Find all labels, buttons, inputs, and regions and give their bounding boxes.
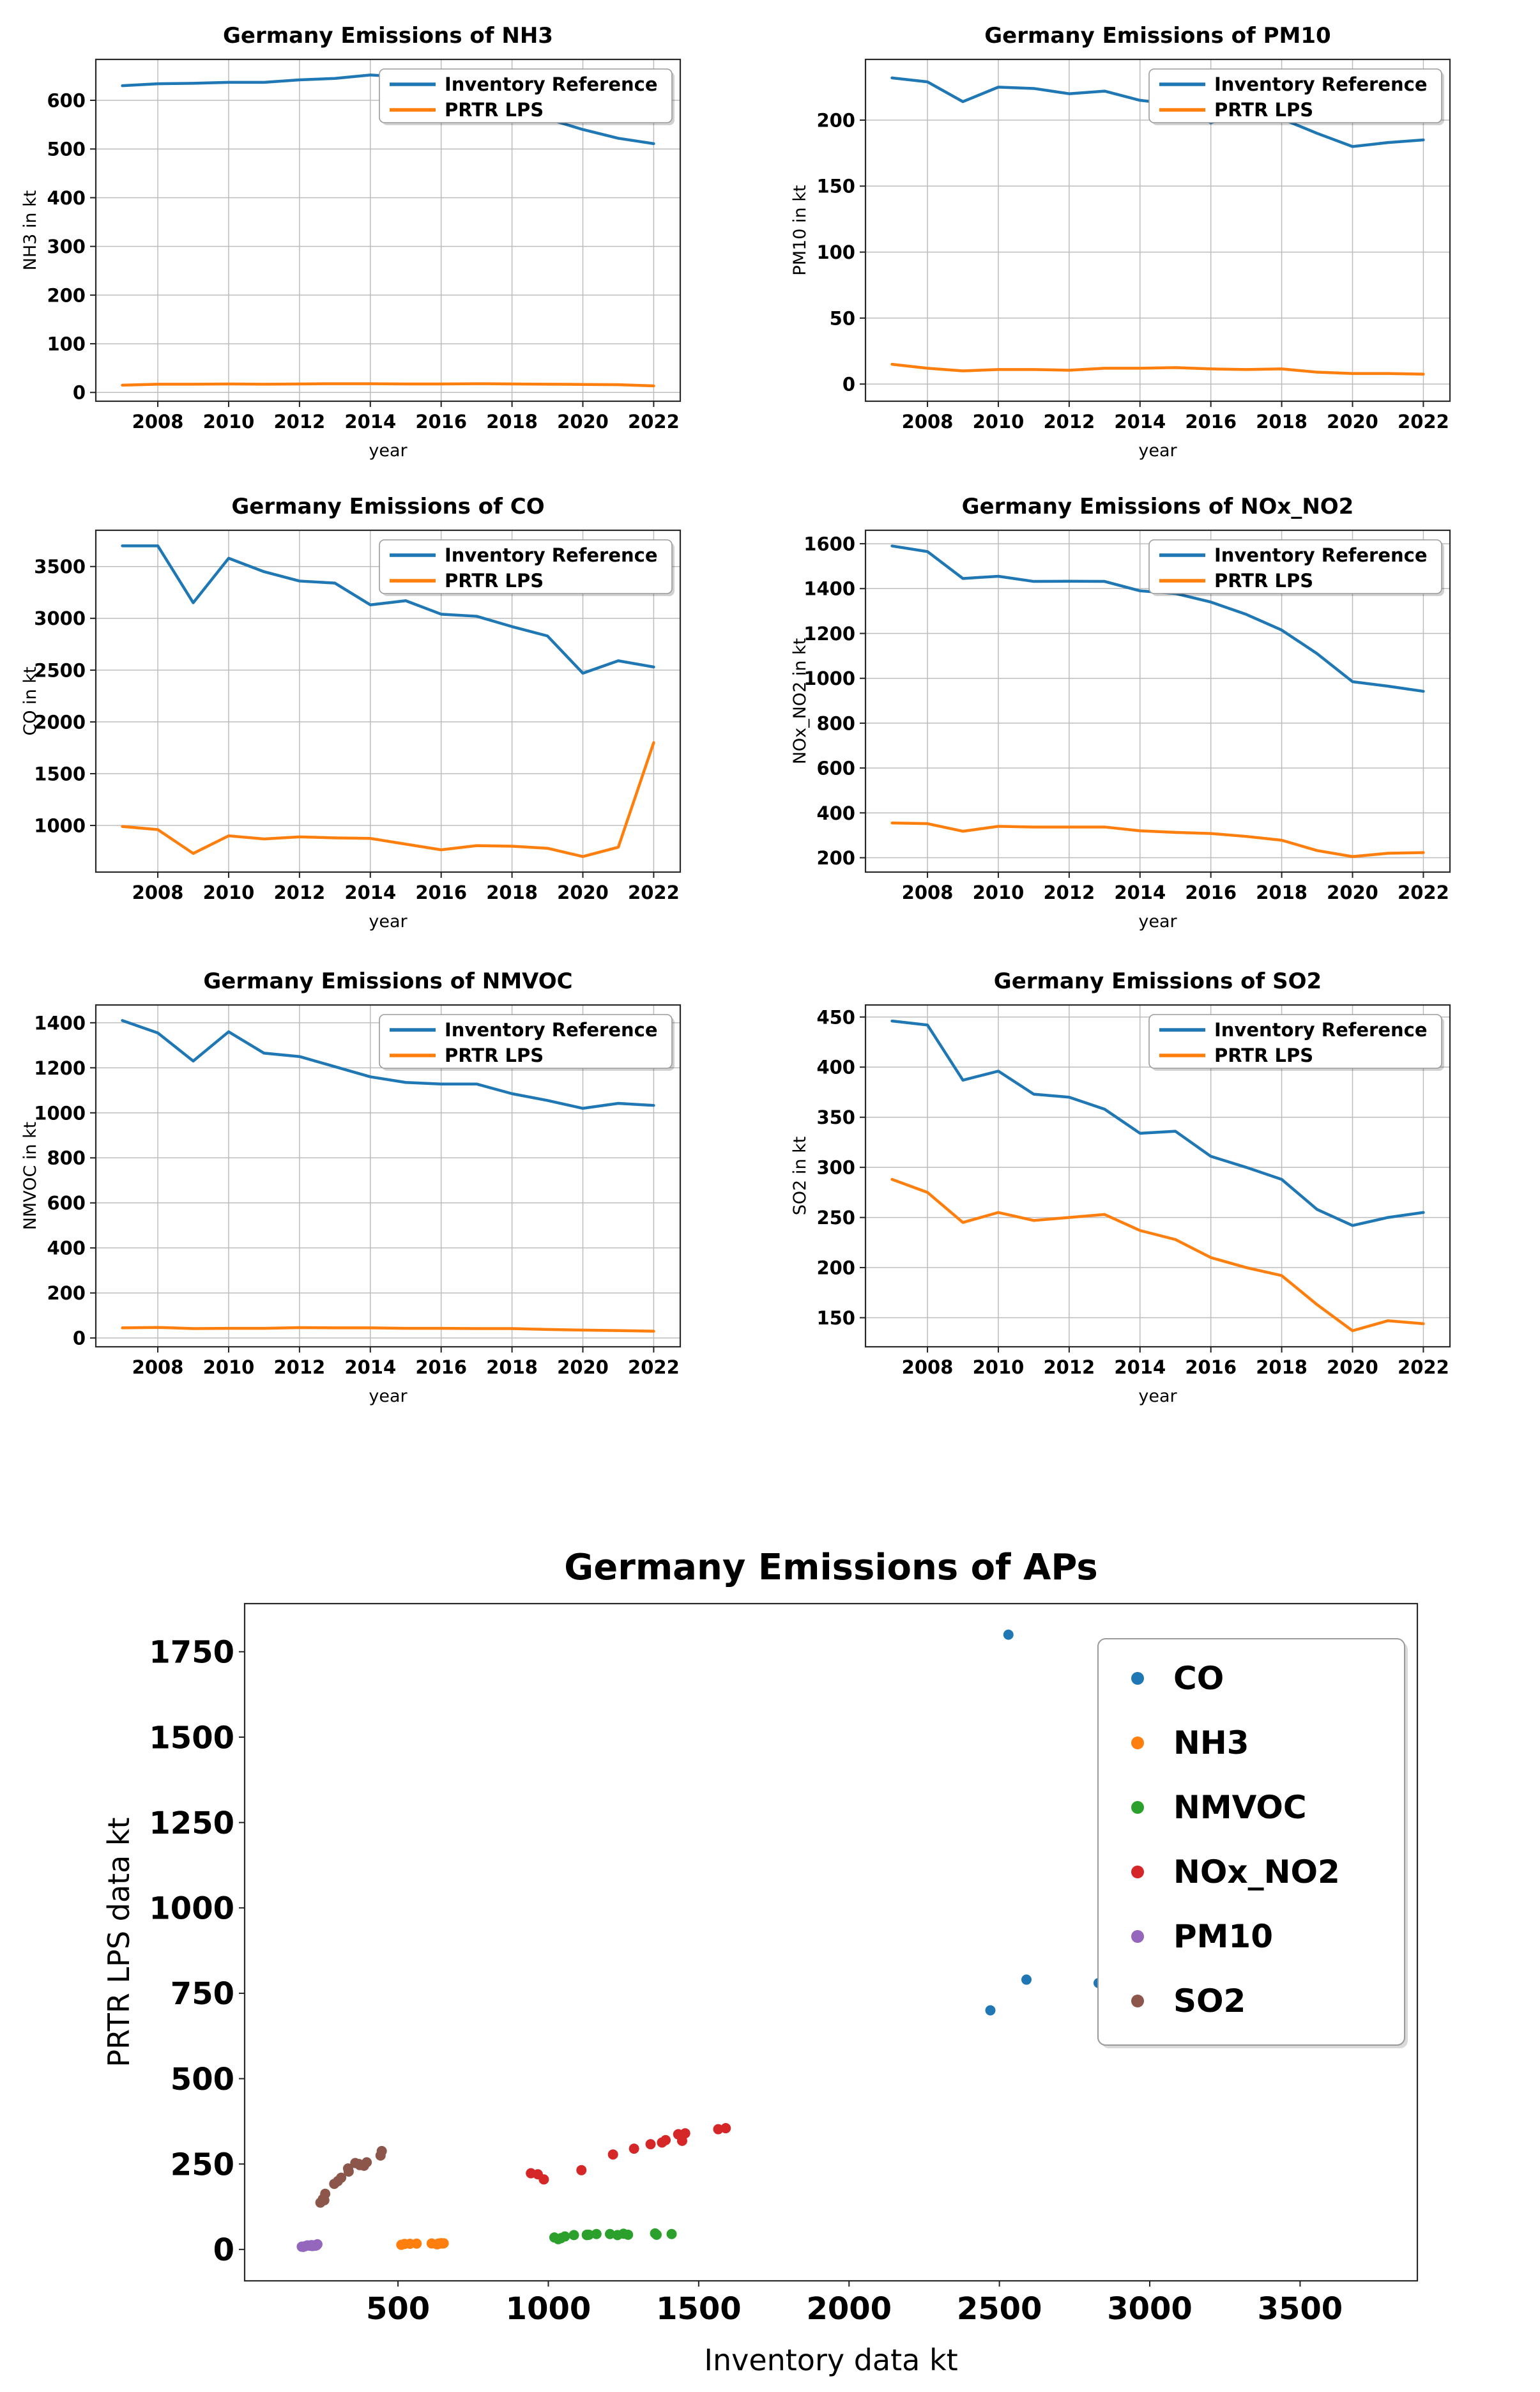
scatter-point-NMVOC <box>666 2229 676 2239</box>
legend-label-prtr-lps: PRTR LPS <box>445 99 544 121</box>
x-tick-label: 2008 <box>132 882 184 903</box>
x-tick-label: 2000 <box>806 2291 892 2327</box>
y-tick-label: 400 <box>816 1056 855 1078</box>
co-svg <box>13 476 760 942</box>
x-tick-label: 2022 <box>628 411 680 433</box>
legend-label-inventory-reference: Inventory Reference <box>445 1019 658 1041</box>
series-line-prtr-lps <box>123 742 654 856</box>
y-tick-label: 3500 <box>34 556 86 578</box>
y-tick-label: 300 <box>816 1156 855 1179</box>
x-tick-label: 2020 <box>1327 882 1378 903</box>
scatter-point-SO2 <box>376 2150 386 2161</box>
legend-marker-NOx_NO2 <box>1131 1866 1144 1878</box>
x-tick-label: 2020 <box>557 411 609 433</box>
y-tick-label: 600 <box>816 757 855 779</box>
legend <box>1149 1015 1444 1071</box>
scatter-series-NOx_NO2 <box>526 2123 731 2184</box>
x-tick-label: 2008 <box>901 411 954 433</box>
nmvoc-svg <box>13 951 760 1417</box>
x-tick-label: 2012 <box>273 1356 326 1378</box>
x-axis-label: year <box>1138 1386 1177 1406</box>
y-tick-label: 600 <box>47 89 86 112</box>
scatter-series-SO2 <box>316 2146 387 2208</box>
legend <box>379 69 675 125</box>
x-tick-label: 2022 <box>1398 411 1449 433</box>
y-tick-label: 0 <box>72 381 86 404</box>
chart-title: Germany Emissions of SO2 <box>993 969 1322 994</box>
legend-label-PM10: PM10 <box>1173 1918 1273 1955</box>
chart-title: Germany Emissions of CO <box>231 494 545 519</box>
x-tick-label: 2008 <box>901 882 954 903</box>
x-tick-label: 2014 <box>344 411 397 433</box>
x-tick-label: 2012 <box>273 882 326 903</box>
chart-title: Germany Emissions of APs <box>564 1547 1098 1588</box>
scatter-point-NH3 <box>396 2240 406 2250</box>
nox-no2-emissions-chart <box>782 476 1530 942</box>
series-line-prtr-lps <box>892 823 1424 857</box>
scatter-point-NOx_NO2 <box>646 2139 656 2149</box>
legend-marker-NH3 <box>1131 1736 1144 1749</box>
scatter-series-PM10 <box>296 2239 322 2252</box>
x-tick-label: 2008 <box>132 1356 184 1378</box>
legend-label-NMVOC: NMVOC <box>1173 1789 1307 1826</box>
chart-title: Germany Emissions of NH3 <box>223 23 553 49</box>
x-tick-label: 2022 <box>628 882 680 903</box>
y-axis-label: CO in kt <box>20 666 40 736</box>
y-tick-label: 150 <box>816 1307 855 1329</box>
scatter-point-CO <box>986 2005 996 2016</box>
scatter-point-CO <box>1021 1975 1032 1985</box>
x-tick-label: 2018 <box>1256 882 1307 903</box>
legend <box>379 1015 675 1071</box>
x-tick-label: 1500 <box>656 2291 742 2327</box>
legend-label-CO: CO <box>1173 1660 1224 1697</box>
y-tick-label: 750 <box>170 1976 234 2012</box>
legend-label-prtr-lps: PRTR LPS <box>1214 570 1314 592</box>
legend-box <box>1098 1639 1405 2045</box>
legend-label-prtr-lps: PRTR LPS <box>445 1045 544 1066</box>
y-tick-label: 400 <box>816 802 855 824</box>
x-tick-label: 2016 <box>1185 411 1237 433</box>
x-tick-label: 2016 <box>415 1356 468 1378</box>
scatter-point-NOx_NO2 <box>673 2129 683 2140</box>
x-tick-label: 3500 <box>1257 2291 1343 2327</box>
y-tick-label: 1000 <box>34 1102 86 1124</box>
y-tick-label: 450 <box>816 1006 855 1029</box>
legend-label-inventory-reference: Inventory Reference <box>1214 73 1428 95</box>
x-tick-label: 2016 <box>415 882 468 903</box>
scatter-series-NMVOC <box>549 2228 677 2244</box>
scatter-point-SO2 <box>329 2179 339 2189</box>
x-tick-label: 2016 <box>415 411 468 433</box>
y-tick-label: 100 <box>47 333 86 355</box>
x-tick-label: 2012 <box>1043 411 1095 433</box>
series-line-prtr-lps <box>123 384 654 386</box>
legend-label-prtr-lps: PRTR LPS <box>445 570 544 592</box>
scatter-point-NMVOC <box>553 2234 563 2244</box>
x-tick-label: 2010 <box>202 1356 255 1378</box>
nh3-emissions-chart <box>13 5 760 471</box>
x-tick-label: 2020 <box>1327 411 1378 433</box>
x-tick-label: 2014 <box>344 882 397 903</box>
pm10-svg <box>782 5 1530 471</box>
y-tick-label: 800 <box>816 712 855 735</box>
legend-label-prtr-lps: PRTR LPS <box>1214 1045 1314 1066</box>
x-tick-label: 2012 <box>1043 1356 1095 1378</box>
x-axis-label: year <box>369 912 408 931</box>
y-tick-label: 500 <box>170 2061 234 2097</box>
y-tick-label: 250 <box>170 2147 234 2183</box>
legend-marker-NMVOC <box>1131 1801 1144 1814</box>
y-axis-label: NMVOC in kt <box>20 1121 40 1230</box>
chart-title: Germany Emissions of NMVOC <box>203 969 573 994</box>
x-tick-label: 2010 <box>972 1356 1025 1378</box>
scatter-point-NOx_NO2 <box>526 2168 536 2179</box>
legend-label-prtr-lps: PRTR LPS <box>1214 99 1314 121</box>
chart-title: Germany Emissions of PM10 <box>984 23 1331 49</box>
scatter-point-CO <box>1003 1630 1014 1640</box>
x-tick-label: 2012 <box>1043 882 1095 903</box>
y-tick-label: 1000 <box>804 668 855 690</box>
x-tick-label: 2022 <box>1398 1356 1449 1378</box>
scatter-point-SO2 <box>319 2195 330 2205</box>
y-axis-label: PM10 in kt <box>790 185 810 276</box>
aps-svg <box>96 1533 1437 2392</box>
y-tick-label: 0 <box>72 1327 86 1349</box>
x-tick-label: 2020 <box>1327 1356 1378 1378</box>
x-tick-label: 3000 <box>1107 2291 1193 2327</box>
legend-label-SO2: SO2 <box>1173 1982 1246 2020</box>
legend-label-inventory-reference: Inventory Reference <box>1214 544 1428 566</box>
y-tick-label: 500 <box>47 138 86 160</box>
scatter-series-NH3 <box>396 2238 448 2250</box>
x-tick-label: 2014 <box>1114 1356 1166 1378</box>
x-tick-label: 2010 <box>972 411 1025 433</box>
scatter-point-NMVOC <box>582 2230 592 2240</box>
nmvoc-emissions-chart <box>13 951 760 1417</box>
x-tick-label: 2008 <box>132 411 184 433</box>
y-tick-label: 200 <box>816 1257 855 1279</box>
x-tick-label: 2010 <box>972 882 1025 903</box>
legend-label-inventory-reference: Inventory Reference <box>445 544 658 566</box>
y-tick-label: 1750 <box>149 1634 234 1671</box>
scatter-point-NMVOC <box>605 2229 615 2239</box>
y-tick-label: 400 <box>47 1237 86 1259</box>
x-tick-label: 2012 <box>273 411 326 433</box>
scatter-point-NOx_NO2 <box>608 2149 618 2159</box>
scatter-point-NMVOC <box>618 2228 629 2239</box>
scatter-point-NOx_NO2 <box>657 2138 667 2148</box>
scatter-point-NOx_NO2 <box>629 2143 639 2154</box>
x-axis-label: year <box>1138 912 1177 931</box>
x-tick-label: 2022 <box>628 1356 680 1378</box>
nh3-svg <box>13 5 760 471</box>
y-tick-label: 200 <box>47 1282 86 1305</box>
y-tick-label: 400 <box>47 187 86 209</box>
legend-label-inventory-reference: Inventory Reference <box>445 73 658 95</box>
y-tick-label: 1500 <box>34 763 86 785</box>
y-tick-label: 1500 <box>149 1720 234 1756</box>
y-tick-label: 2000 <box>34 711 86 733</box>
legend-label-NOx_NO2: NOx_NO2 <box>1173 1853 1340 1890</box>
y-axis-label: SO2 in kt <box>790 1136 810 1216</box>
x-tick-label: 2020 <box>557 882 609 903</box>
pm10-emissions-chart <box>782 5 1530 471</box>
y-tick-label: 200 <box>816 109 855 132</box>
x-tick-label: 2018 <box>1256 1356 1307 1378</box>
co-emissions-chart <box>13 476 760 942</box>
series-line-prtr-lps <box>892 1179 1424 1331</box>
x-tick-label: 2014 <box>1114 882 1166 903</box>
x-axis-label: year <box>369 1386 408 1406</box>
aps-scatter-chart <box>96 1533 1437 2392</box>
y-tick-label: 250 <box>816 1207 855 1229</box>
x-tick-label: 2008 <box>901 1356 954 1378</box>
x-tick-label: 2010 <box>202 411 255 433</box>
legend <box>1149 540 1444 596</box>
x-tick-label: 1000 <box>505 2291 591 2327</box>
y-tick-label: 1200 <box>34 1057 86 1079</box>
legend <box>1149 69 1444 125</box>
scatter-point-NOx_NO2 <box>576 2165 586 2175</box>
legend <box>1098 1639 1408 2048</box>
y-tick-label: 50 <box>829 307 855 330</box>
x-tick-label: 2018 <box>486 1356 538 1378</box>
scatter-point-NMVOC <box>652 2230 662 2240</box>
scatter-point-NMVOC <box>568 2230 579 2240</box>
y-tick-label: 300 <box>47 236 86 258</box>
x-tick-label: 2010 <box>202 882 255 903</box>
legend <box>379 540 675 596</box>
y-tick-label: 1400 <box>804 578 855 600</box>
x-tick-label: 2016 <box>1185 882 1237 903</box>
y-tick-label: 1000 <box>34 815 86 837</box>
x-tick-label: 2014 <box>1114 411 1166 433</box>
scatter-point-NH3 <box>427 2238 437 2248</box>
chart-title: Germany Emissions of NOx_NO2 <box>961 494 1354 519</box>
y-tick-label: 1400 <box>34 1012 86 1034</box>
x-tick-label: 2020 <box>557 1356 609 1378</box>
y-tick-label: 100 <box>816 241 855 264</box>
legend-marker-PM10 <box>1131 1930 1144 1943</box>
so2-emissions-chart <box>782 951 1530 1417</box>
x-axis-label: year <box>1138 441 1177 461</box>
x-tick-label: 2018 <box>486 882 538 903</box>
x-axis-label: year <box>369 441 408 461</box>
y-tick-label: 600 <box>47 1192 86 1215</box>
y-axis-label: NOx_NO2 in kt <box>790 638 810 765</box>
y-axis-label: NH3 in kt <box>20 190 40 271</box>
y-tick-label: 1200 <box>804 622 855 645</box>
x-tick-label: 500 <box>365 2291 431 2327</box>
y-tick-label: 3000 <box>34 608 86 630</box>
y-tick-label: 1250 <box>149 1805 234 1841</box>
x-tick-label: 2022 <box>1398 882 1449 903</box>
y-tick-label: 350 <box>816 1107 855 1129</box>
y-tick-label: 150 <box>816 175 855 197</box>
y-tick-label: 200 <box>816 847 855 869</box>
series-line-prtr-lps <box>892 364 1424 374</box>
y-tick-label: 0 <box>842 373 855 395</box>
legend-label-inventory-reference: Inventory Reference <box>1214 1019 1428 1041</box>
legend-marker-SO2 <box>1131 1995 1144 2007</box>
series-line-prtr-lps <box>123 1328 654 1331</box>
scatter-point-PM10 <box>298 2242 309 2252</box>
y-tick-label: 1000 <box>149 1890 234 1927</box>
x-tick-label: 2018 <box>486 411 538 433</box>
legend-marker-CO <box>1131 1672 1144 1685</box>
x-axis-label: Inventory data kt <box>704 2343 958 2377</box>
legend-label-NH3: NH3 <box>1173 1724 1249 1761</box>
x-tick-label: 2014 <box>344 1356 397 1378</box>
y-tick-label: 200 <box>47 284 86 307</box>
y-tick-label: 1600 <box>804 533 855 555</box>
so2-svg <box>782 951 1530 1417</box>
x-tick-label: 2500 <box>956 2291 1042 2327</box>
x-tick-label: 2016 <box>1185 1356 1237 1378</box>
x-tick-label: 2018 <box>1256 411 1307 433</box>
y-axis-label: PRTR LPS data kt <box>102 1817 136 2067</box>
scatter-point-NOx_NO2 <box>713 2124 723 2135</box>
y-tick-label: 0 <box>213 2232 234 2269</box>
nox_no2-svg <box>782 476 1530 942</box>
y-tick-label: 2500 <box>34 659 86 682</box>
scatter-point-NH3 <box>436 2238 446 2248</box>
y-tick-label: 800 <box>47 1147 86 1169</box>
